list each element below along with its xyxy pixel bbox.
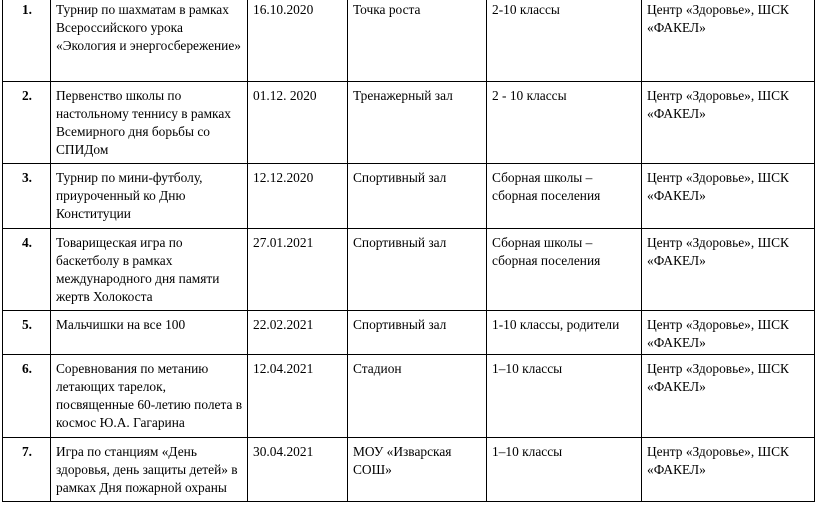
event-name: Товарищеская игра по баскетболу в рамках международного дня памяти жертв Холокоста xyxy=(51,229,248,311)
table-row xyxy=(3,355,815,438)
event-participants: Сборная школы – сборная поселения xyxy=(487,164,642,229)
row-number: 2. xyxy=(3,82,51,164)
table-row xyxy=(3,438,815,502)
row-number: 4. xyxy=(3,229,51,311)
event-name: Игра по станциям «День здоровья, день защиты детей» в рамках Дня пожарной охраны xyxy=(51,438,248,502)
event-participants: 1–10 классы xyxy=(487,355,642,438)
events-table xyxy=(2,0,815,502)
event-place: Спортивный зал xyxy=(348,311,487,355)
table-row xyxy=(3,0,815,82)
event-date: 12.04.2021 xyxy=(248,355,348,438)
event-place: Спортивный зал xyxy=(348,164,487,229)
event-name: Турнир по шахматам в рамках Всероссийского урока «Экология и энергосбережение» xyxy=(51,0,248,82)
event-date: 16.10.2020 xyxy=(248,0,348,82)
event-place: Точка роста xyxy=(348,0,487,82)
row-number: 1. xyxy=(3,0,51,82)
event-name: Первенство школы по настольному теннису в рамках Всемирного дня борьбы со СПИДом xyxy=(51,82,248,164)
table-row xyxy=(3,229,815,311)
row-number: 7. xyxy=(3,438,51,502)
event-participants: 1–10 классы xyxy=(487,438,642,502)
event-organizer: Центр «Здоровье», ШСК «ФАКЕЛ» xyxy=(642,355,815,438)
event-date: 12.12.2020 xyxy=(248,164,348,229)
event-place: Тренажерный зал xyxy=(348,82,487,164)
event-organizer: Центр «Здоровье», ШСК «ФАКЕЛ» xyxy=(642,82,815,164)
table-row xyxy=(3,164,815,229)
table-row xyxy=(3,82,815,164)
table-row xyxy=(3,311,815,355)
event-participants: 1-10 классы, родители xyxy=(487,311,642,355)
event-date: 27.01.2021 xyxy=(248,229,348,311)
event-organizer: Центр «Здоровье», ШСК «ФАКЕЛ» xyxy=(642,0,815,82)
row-number: 3. xyxy=(3,164,51,229)
event-date: 22.02.2021 xyxy=(248,311,348,355)
event-date: 01.12. 2020 xyxy=(248,82,348,164)
event-name: Мальчишки на все 100 xyxy=(51,311,248,355)
row-number: 6. xyxy=(3,355,51,438)
event-name: Турнир по мини-футболу, приуроченный ко Дню Конституции xyxy=(51,164,248,229)
event-participants: 2 - 10 классы xyxy=(487,82,642,164)
event-place: Стадион xyxy=(348,355,487,438)
event-place: МОУ «Изварская СОШ» xyxy=(348,438,487,502)
event-name: Соревнования по метанию летающих тарелок, посвященные 60-летию полета в космос Ю.А. Гагарина xyxy=(51,355,248,438)
event-organizer: Центр «Здоровье», ШСК «ФАКЕЛ» xyxy=(642,438,815,502)
row-number: 5. xyxy=(3,311,51,355)
event-participants: Сборная школы – сборная поселения xyxy=(487,229,642,311)
event-organizer: Центр «Здоровье», ШСК «ФАКЕЛ» xyxy=(642,164,815,229)
event-participants: 2-10 классы xyxy=(487,0,642,82)
event-organizer: Центр «Здоровье», ШСК «ФАКЕЛ» xyxy=(642,311,815,355)
event-date: 30.04.2021 xyxy=(248,438,348,502)
event-place: Спортивный зал xyxy=(348,229,487,311)
event-organizer: Центр «Здоровье», ШСК «ФАКЕЛ» xyxy=(642,229,815,311)
